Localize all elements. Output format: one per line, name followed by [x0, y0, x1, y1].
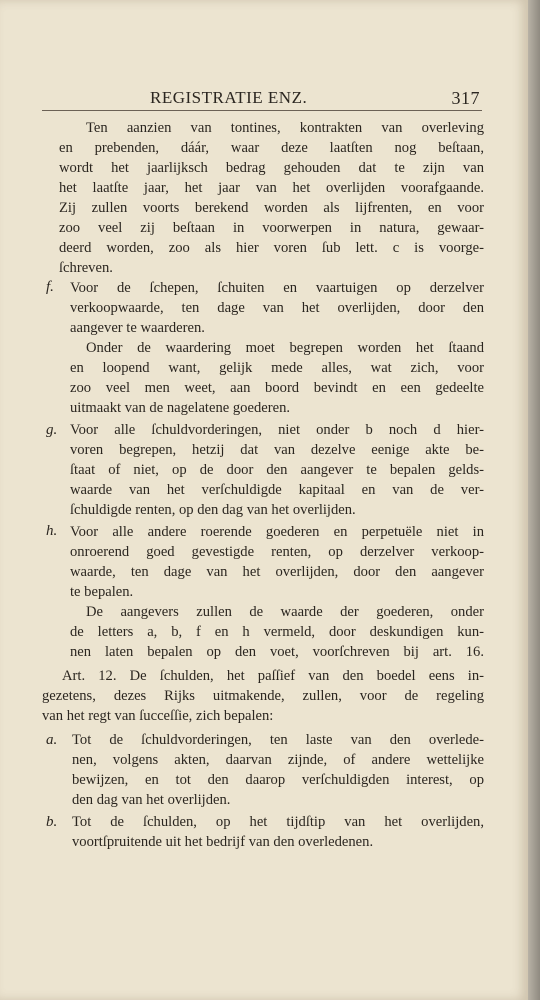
item-marker-h: h. [46, 523, 58, 539]
text-line: De aangevers zullen de waarde der goederen, onder [86, 604, 484, 620]
text-line: Zij zullen voorts berekend worden als lijfrenten, en voor [59, 200, 484, 216]
running-header [150, 88, 480, 110]
text-line: deerd worden, zoo als hier voren ſub lett. c is voorge- [59, 240, 484, 256]
text-line: Tot de ſchulden, op het tijdſtip van het overlijden, [72, 814, 484, 830]
text-line: wordt het jaarlijksch bedrag gehouden dat te zijn van [59, 160, 484, 176]
text-line: ſchuldigde renten, op den dag van het overlijden. [70, 502, 356, 518]
text-line: zoo veel zij beſtaan in voorwerpen in natura, gewaar- [59, 220, 484, 236]
item-marker-f: f. [46, 279, 54, 295]
text-line: het laatſte jaar, het jaar van het overlijden voorafgaande. [59, 180, 484, 196]
item-marker-b: b. [46, 814, 58, 830]
text-line: nen, volgens akten, daarvan zijnde, of andere wettelijke [72, 752, 484, 768]
header-rule [42, 110, 482, 111]
text-line: de letters a, b, f en h vermeld, door deskundigen kun- [70, 624, 484, 640]
text-line: en prebenden, dáár, waar deze laatſten nog beſtaan, [59, 140, 484, 156]
text-line: ſchreven. [59, 260, 113, 276]
text-line: Ten aanzien van tontines, kontrakten van overleving [86, 120, 484, 136]
text-line: en loopend want, gelijk mede alles, wat zich, voor [70, 360, 484, 376]
text-line: Voor de ſchepen, ſchuiten en vaartuigen op derzelver [70, 280, 484, 296]
text-line: onroerend goed gevestigde renten, op derzelver verkoop- [70, 544, 484, 560]
running-title: REGISTRATIE ENZ. [150, 88, 308, 107]
page-edge [528, 0, 540, 1000]
text-line: gezetens, dezes Rijks uitmakende, zullen, voor de regeling [42, 688, 484, 704]
text-line: bewijzen, en tot den daarop verſchuldigden interest, op [72, 772, 484, 788]
text-line: Onder de waardering moet begrepen worden het ſtaand [86, 340, 484, 356]
text-line: Voor alle ſchuldvorderingen, niet onder b noch d hier- [70, 422, 484, 438]
text-line: te bepalen. [70, 584, 134, 600]
text-line: zoo veel men weet, aan boord bevindt en een gedeelte [70, 380, 484, 396]
text-line: waarde van het verſchuldigde kapitaal en van de ver- [70, 482, 484, 498]
text-line: voren begrepen, hetzij dat van dezelve eenige akte be- [70, 442, 484, 458]
text-line: Tot de ſchuldvorderingen, ten laste van den overlede- [72, 732, 484, 748]
text-line: verkoopwaarde, ten dage van het overlijden, door den [70, 300, 484, 316]
text-line: Voor alle andere roerende goederen en perpetuële niet in [70, 524, 484, 540]
text-line: nen laten bepalen op den voet, voorſchreven bij art. 16. [70, 644, 484, 660]
item-marker-a: a. [46, 732, 58, 748]
page-number: 317 [451, 88, 480, 108]
text-line: uitmaakt van de nagelatene goederen. [70, 400, 291, 416]
text-line: van het regt van ſucceſſie, zich bepalen: [42, 708, 274, 724]
item-marker-g: g. [46, 422, 58, 438]
text-line: ſtaat of niet, op de door den aangever te bepalen gelds- [70, 462, 484, 478]
text-line: voortſpruitende uit het bedrijf van den overledenen. [72, 834, 374, 850]
text-line: Art. 12. De ſchulden, het paſſief van den boedel eens in- [62, 668, 484, 684]
text-line: waarde, ten dage van het overlijden, door den aangever [70, 564, 484, 580]
text-line: aangever te waarderen. [70, 320, 205, 336]
text-line: den dag van het overlijden. [72, 792, 231, 808]
